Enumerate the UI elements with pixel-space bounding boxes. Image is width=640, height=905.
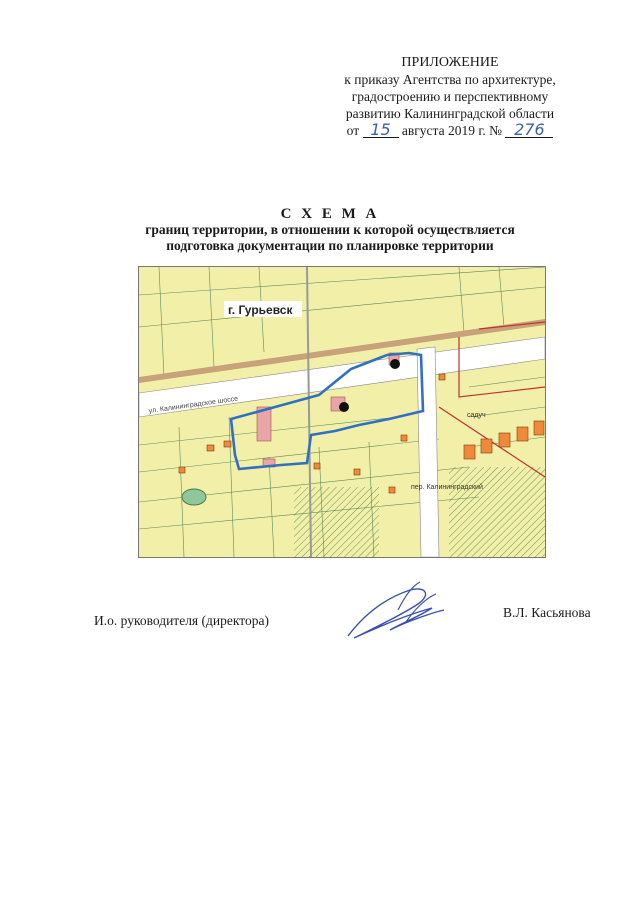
city-label: г. Гурьевск (228, 303, 293, 317)
signatory-position: И.о. руководителя (директора) (94, 613, 269, 628)
point-marker-south (339, 402, 349, 412)
date-prefix: от (346, 123, 360, 138)
signatory-name: В.Л. Касьянова (503, 605, 591, 620)
hatched-area-southeast (449, 467, 545, 557)
point-marker-north (390, 359, 400, 369)
lane-label: пер. Калининградский (411, 484, 483, 491)
hatched-area-south (294, 487, 379, 557)
appendix-line-3: развитию Калининградской области (345, 106, 555, 121)
territory-map (138, 266, 546, 558)
street-label: ул. Калининградское шоссе (148, 395, 239, 415)
appendix-line-2: градостроению и перспективному (351, 89, 549, 104)
order-number: 276 (505, 123, 553, 138)
appendix-block (315, 54, 585, 139)
date-day: 15 (363, 123, 399, 138)
scheme-title: С Х Е М А (280, 206, 380, 222)
appendix-line-1: к приказу Агентства по архитектуре, (344, 72, 556, 87)
scheme-heading (120, 206, 540, 254)
signature-image (340, 580, 450, 646)
pond (182, 489, 206, 505)
territory-map-svg (139, 267, 545, 557)
scheme-subtitle-line-1: границ территории, в отношении к которой осуществляется (145, 222, 515, 237)
appendix-title: ПРИЛОЖЕНИЕ (401, 55, 499, 70)
appendix-date-line (315, 122, 585, 139)
garden-label: садуч (467, 412, 486, 419)
date-rest: августа 2019 г. № (401, 123, 502, 138)
side-road (417, 347, 439, 557)
scheme-subtitle-line-2: подготовка документации по планировке территории (166, 238, 494, 253)
